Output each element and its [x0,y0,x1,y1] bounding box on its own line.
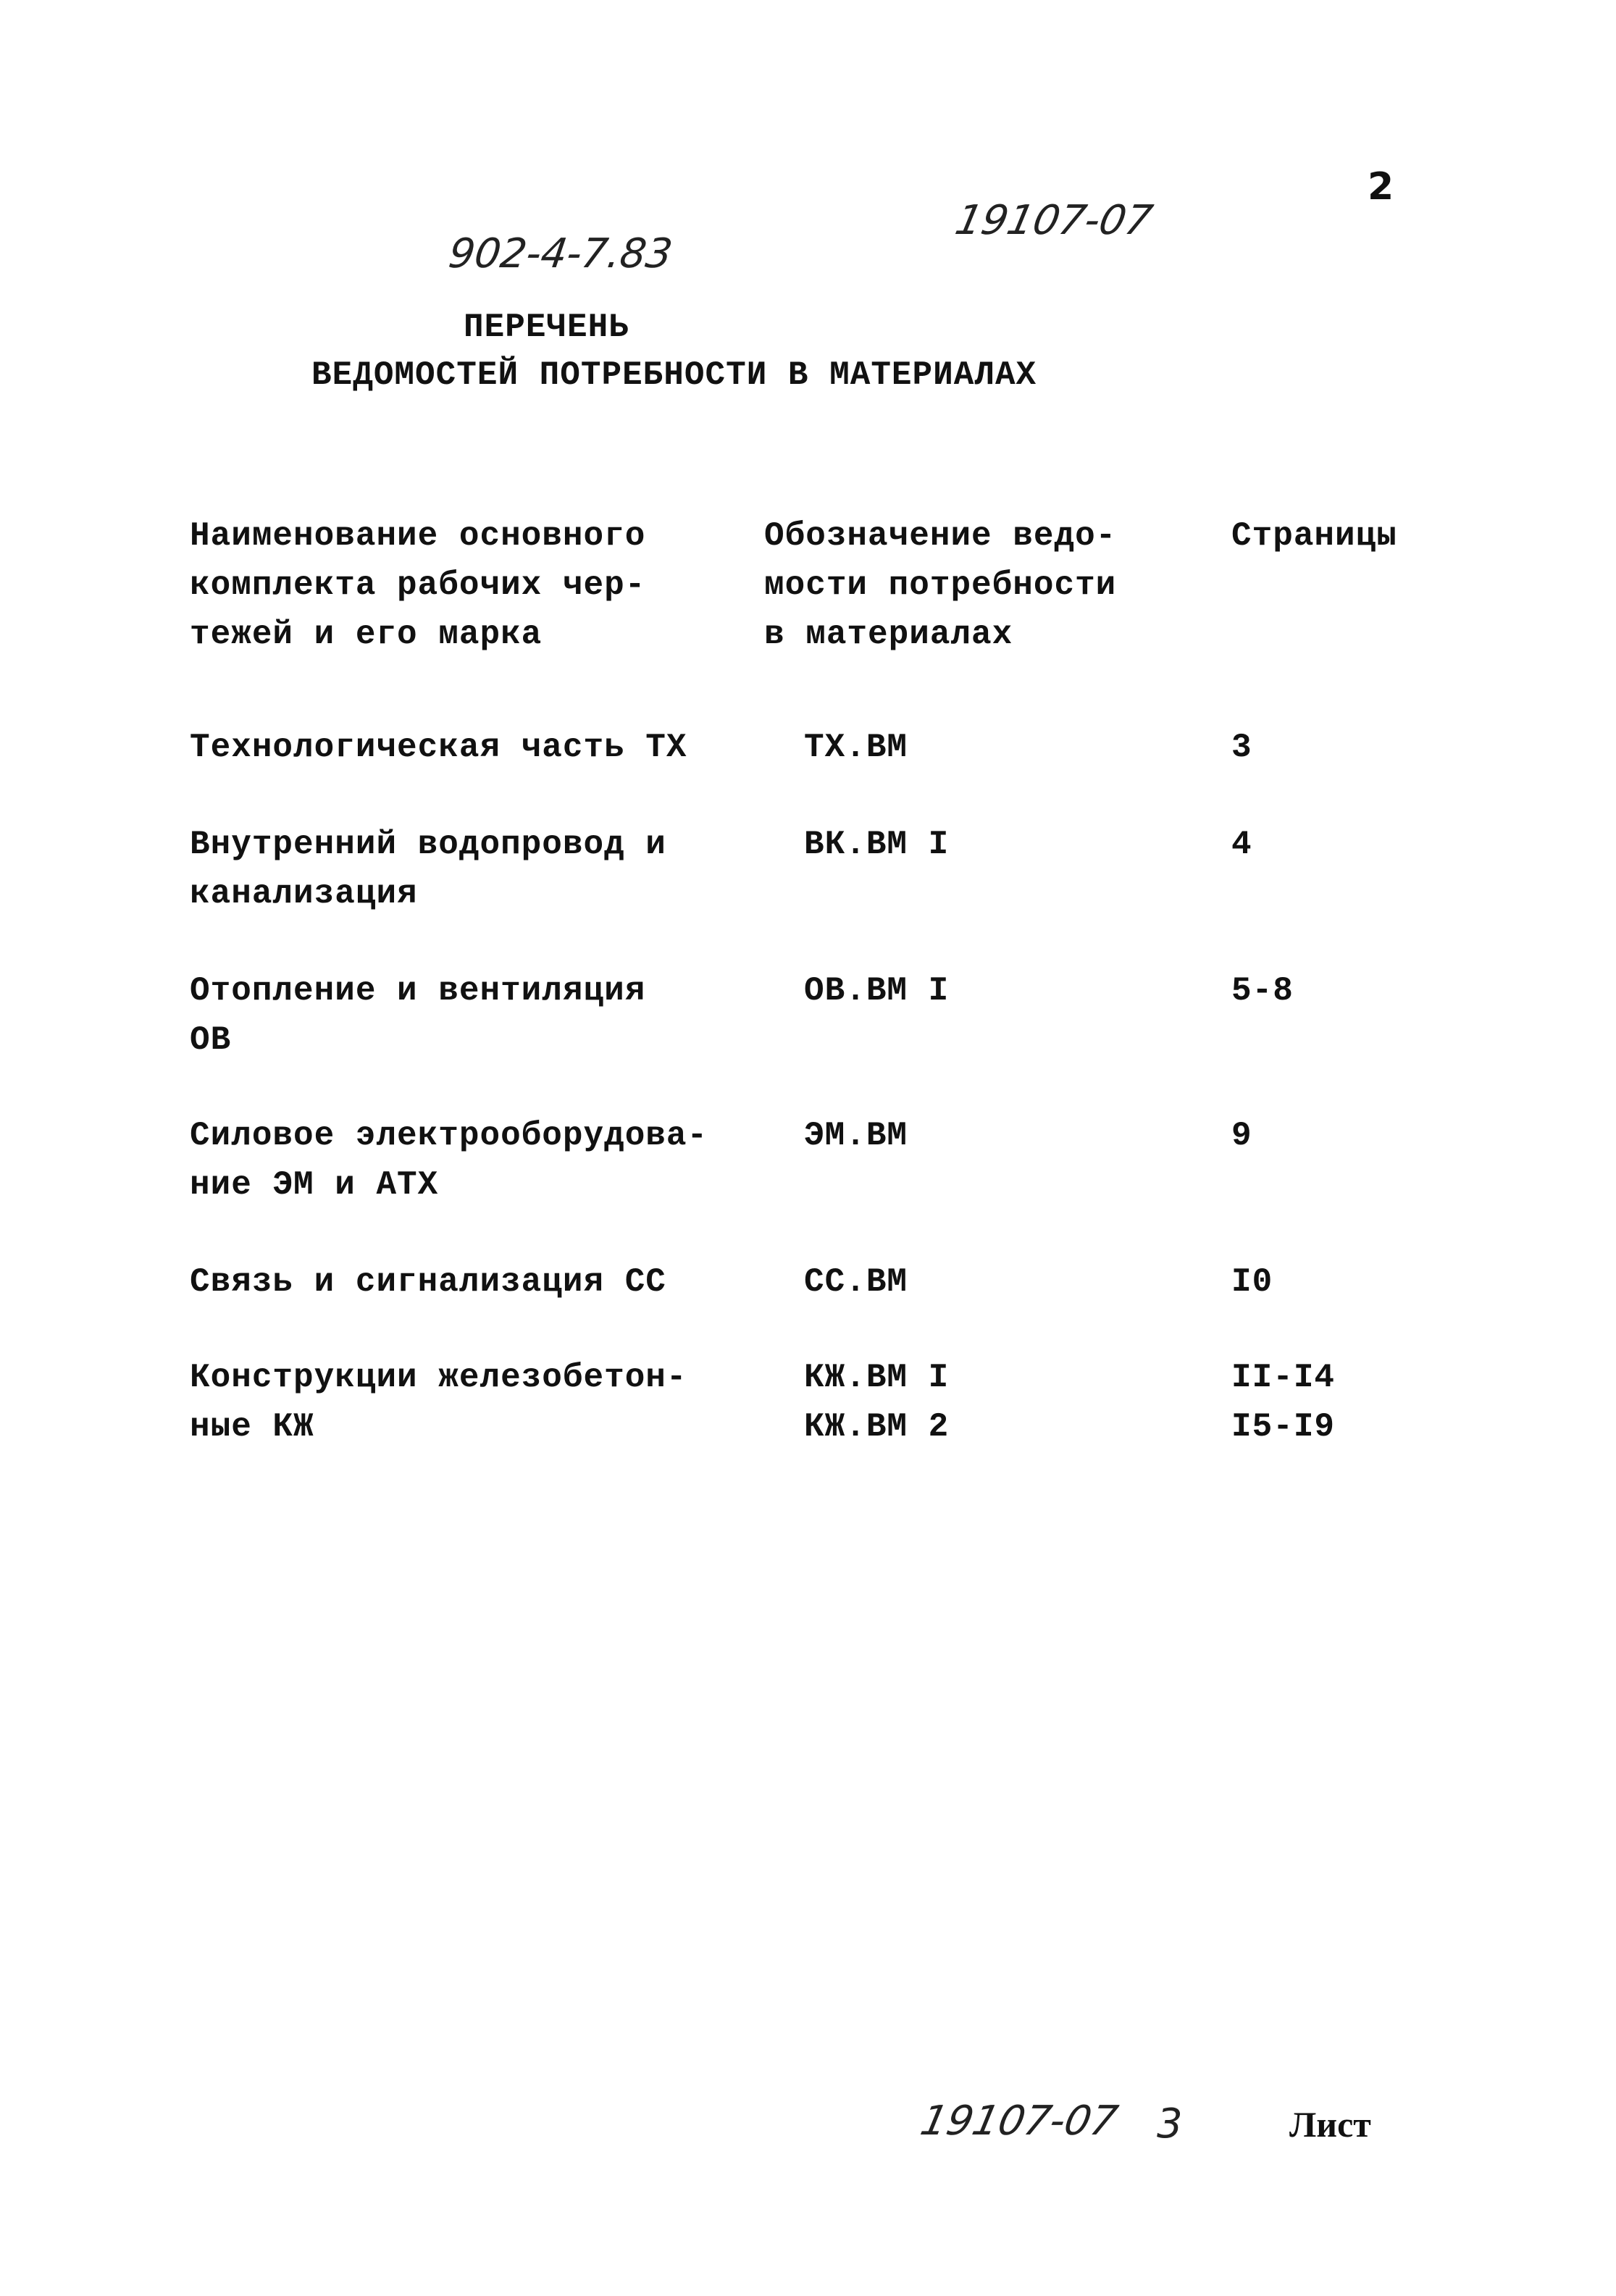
row-name: Связь и сигнализация СС [190,1263,666,1301]
column-header-code: Обозначение ведо- мости потребности в материалах [764,517,1117,653]
project-code: 902-4-7.83 [445,230,676,277]
column-header-name: Наименование основного комплекта рабочих чер- тежей и его марка [190,517,646,653]
row-pages: 9 [1231,1117,1252,1155]
document-title-line-2: ВЕДОМОСТЕЙ ПОТРЕБНОСТИ В МАТЕРИАЛАХ [311,356,1037,394]
row-pages: 4 [1231,826,1252,863]
row-code: ОВ.ВМ I [804,972,950,1010]
page-number: 2 [1368,165,1394,209]
row-code: КЖ.ВМ I КЖ.ВМ 2 [804,1359,950,1446]
row-pages: 5-8 [1231,972,1294,1010]
row-name: Силовое электрооборудова- ние ЭМ и АТХ [190,1117,708,1204]
row-pages: II-I4 I5-I9 [1231,1359,1336,1446]
row-name: Отопление и вентиляция ОВ [190,972,646,1059]
row-code: ЭМ.ВМ [804,1117,908,1155]
footer-doc-code: 19107-07 [916,2098,1122,2145]
row-name: Конструкции железобетон- ные КЖ [190,1359,687,1446]
document-title-line-1: ПЕРЕЧЕНЬ [464,309,629,346]
row-pages: 3 [1231,729,1252,766]
footer-sheet-number: 3 [1157,2100,1183,2148]
column-header-pages: Страницы [1231,517,1397,555]
row-code: СС.ВМ [804,1263,908,1301]
row-name: Технологическая часть ТХ [190,729,687,766]
row-code: ТХ.ВМ [804,729,908,766]
doc-code: 19107-07 [951,197,1157,244]
footer-sheet-label: Лист [1289,2104,1371,2145]
row-name: Внутренний водопровод и канализация [190,826,666,913]
row-pages: I0 [1231,1263,1273,1301]
row-code: ВК.ВМ I [804,826,950,863]
